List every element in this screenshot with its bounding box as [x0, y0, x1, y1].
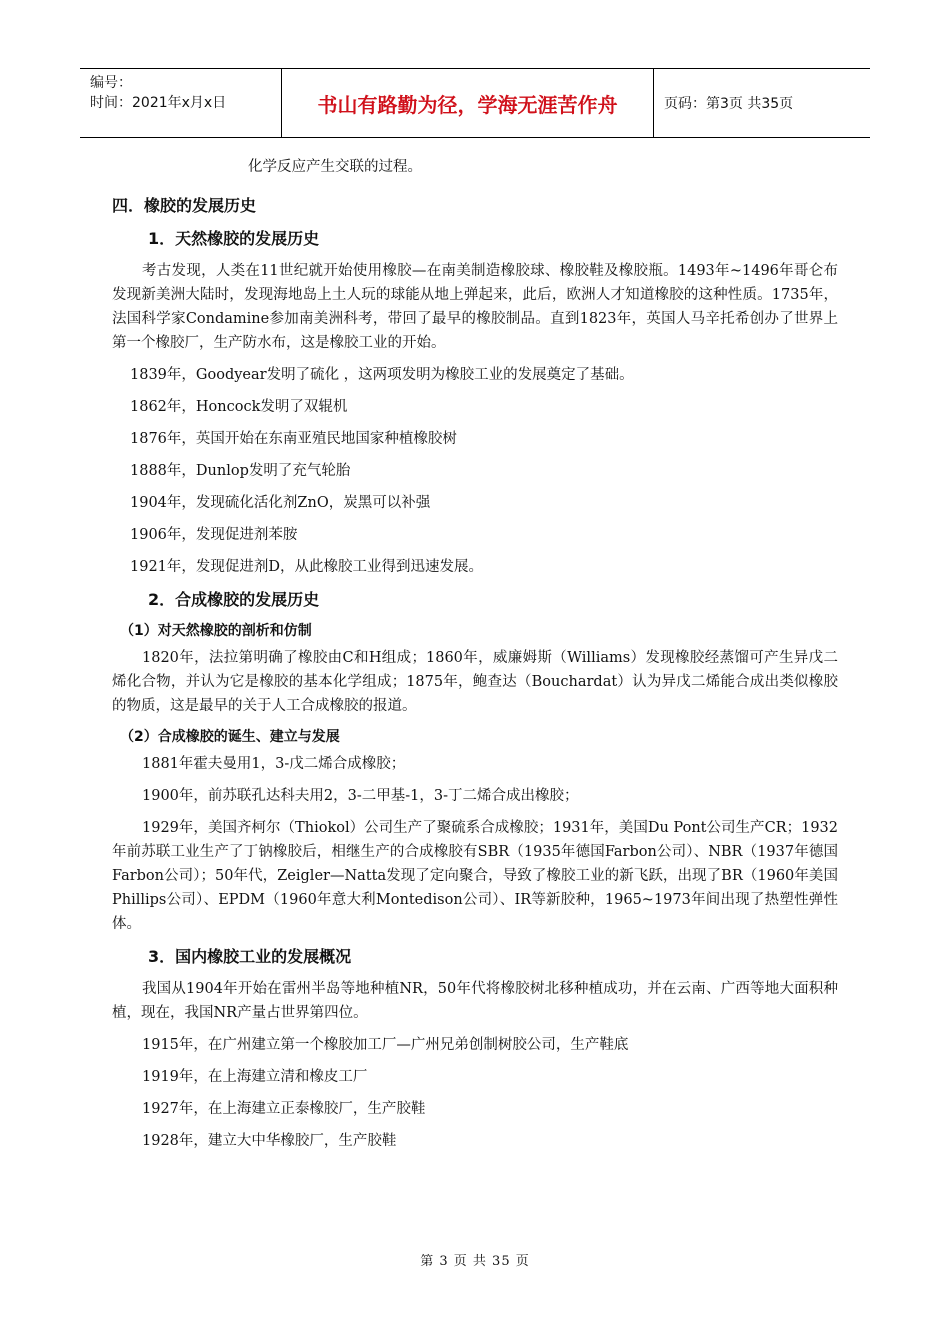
- paragraph-natural-rubber: 考古发现，人类在11世纪就开始使用橡胶—在南美制造橡胶球、橡胶鞋及橡胶瓶。1493年~1496年哥仑布发现新美洲大陆时，发现海地岛上土人玩的球能从地上弹起来，此后，欧洲人才知道橡胶的这种性质。1735年，法国科学家Condamine参加南美洲科考，带回了最早的橡胶制品。直到1823年，英国人马辛托希创办了世界上第一个橡胶厂，生产防水布，这是橡胶工业的开始。: [112, 263, 838, 351]
- subsection-title-natural-rubber: 1．天然橡胶的发展历史: [148, 229, 320, 248]
- timeline-item: 1904年，发现硫化活化剂ZnO，炭黑可以补强: [130, 495, 431, 511]
- header-meta: [80, 69, 282, 137]
- timeline-item: 1921年，发现促进剂D，从此橡胶工业得到迅速发展。: [130, 559, 484, 575]
- timeline-item: 1888年，Dunlop发明了充气轮胎: [130, 463, 351, 479]
- section-title: 四．橡胶的发展历史: [112, 196, 257, 215]
- subsubsection-title-analysis: （1）对天然橡胶的剖析和仿制: [120, 623, 312, 639]
- timeline-item: 1927年，在上海建立正泰橡胶厂，生产胶鞋: [142, 1101, 426, 1117]
- timeline-item: 1862年，Honcock发明了双辊机: [130, 399, 348, 415]
- intro-line: 化学反应产生交联的过程。: [248, 159, 422, 175]
- paragraph-domestic: 我国从1904年开始在雷州半岛等地种植NR，50年代将橡胶树北移种植成功，并在云南、广西等地大面积种植，现在，我国NR产量占世界第四位。: [112, 981, 838, 1021]
- timeline-item: 1919年，在上海建立清和橡皮工厂: [142, 1069, 368, 1085]
- timeline-item: 1876年，英国开始在东南亚殖民地国家种植橡胶树: [130, 431, 457, 447]
- document-body: [112, 155, 838, 1161]
- timeline-domestic: [112, 1033, 838, 1153]
- timeline-natural-rubber: [112, 363, 838, 579]
- paragraph-line: 1881年霍夫曼用1，3-戊二烯合成橡胶；: [142, 756, 406, 772]
- header-motto: 书山有路勤为径，学海无涯苦作舟: [282, 69, 654, 137]
- paragraph-analysis: 1820年，法拉第明确了橡胶由C和H组成；1860年，威廉姆斯（Williams）发现橡胶经蒸馏可产生异戊二烯化合物，并认为它是橡胶的基本化学组成；1875年，鲍查达（Bouchardat）认为异戊二烯能合成出类似橡胶的物质，这是最早的关于人工合成橡胶的报道。: [112, 650, 838, 714]
- timeline-item: 1915年，在广州建立第一个橡胶加工厂—广州兄弟创制树胶公司，生产鞋底: [142, 1037, 629, 1053]
- timeline-item: 1839年，Goodyear发明了硫化 ，这两项发明为橡胶工业的发展奠定了基础。: [130, 367, 634, 383]
- doc-number-label: 编号：: [90, 75, 132, 91]
- page-footer: 第 3 页 共 35 页: [420, 1254, 530, 1269]
- paragraph-line: 1900年，前苏联孔达科夫用2，3-二甲基-1，3-丁二烯合成出橡胶；: [142, 788, 579, 804]
- subsubsection-title-birth: （2）合成橡胶的诞生、建立与发展: [120, 729, 340, 745]
- page-header: [80, 68, 870, 138]
- doc-time-label: 时间：2021年x月x日: [90, 95, 227, 111]
- timeline-item: 1906年，发现促进剂苯胺: [130, 527, 298, 543]
- timeline-item: 1928年，建立大中华橡胶厂，生产胶鞋: [142, 1133, 397, 1149]
- header-page-info: 页码：第3页 共35页: [664, 96, 794, 112]
- subsection-title-domestic: 3．国内橡胶工业的发展概况: [148, 947, 352, 966]
- paragraph-synthetic-history: 1929年，美国齐柯尔（Thiokol）公司生产了聚硫系合成橡胶；1931年，美国Du Pont公司生产CR；1932年前苏联工业生产了丁钠橡胶后，相继生产的合成橡胶有SBR（1935年德国Farbon公司）、NBR（1937年德国Farbon公司）；50年代，Zeigler—Natta发现了定向聚合，导致了橡胶工业的新飞跃，出现了BR（1960年美国Phillips公司）、EPDM（1960年意大利Montedison公司）、IR等新胶种，1965~1973年间出现了热塑性弹性体。: [112, 820, 838, 932]
- subsection-title-synthetic-rubber: 2．合成橡胶的发展历史: [148, 590, 320, 609]
